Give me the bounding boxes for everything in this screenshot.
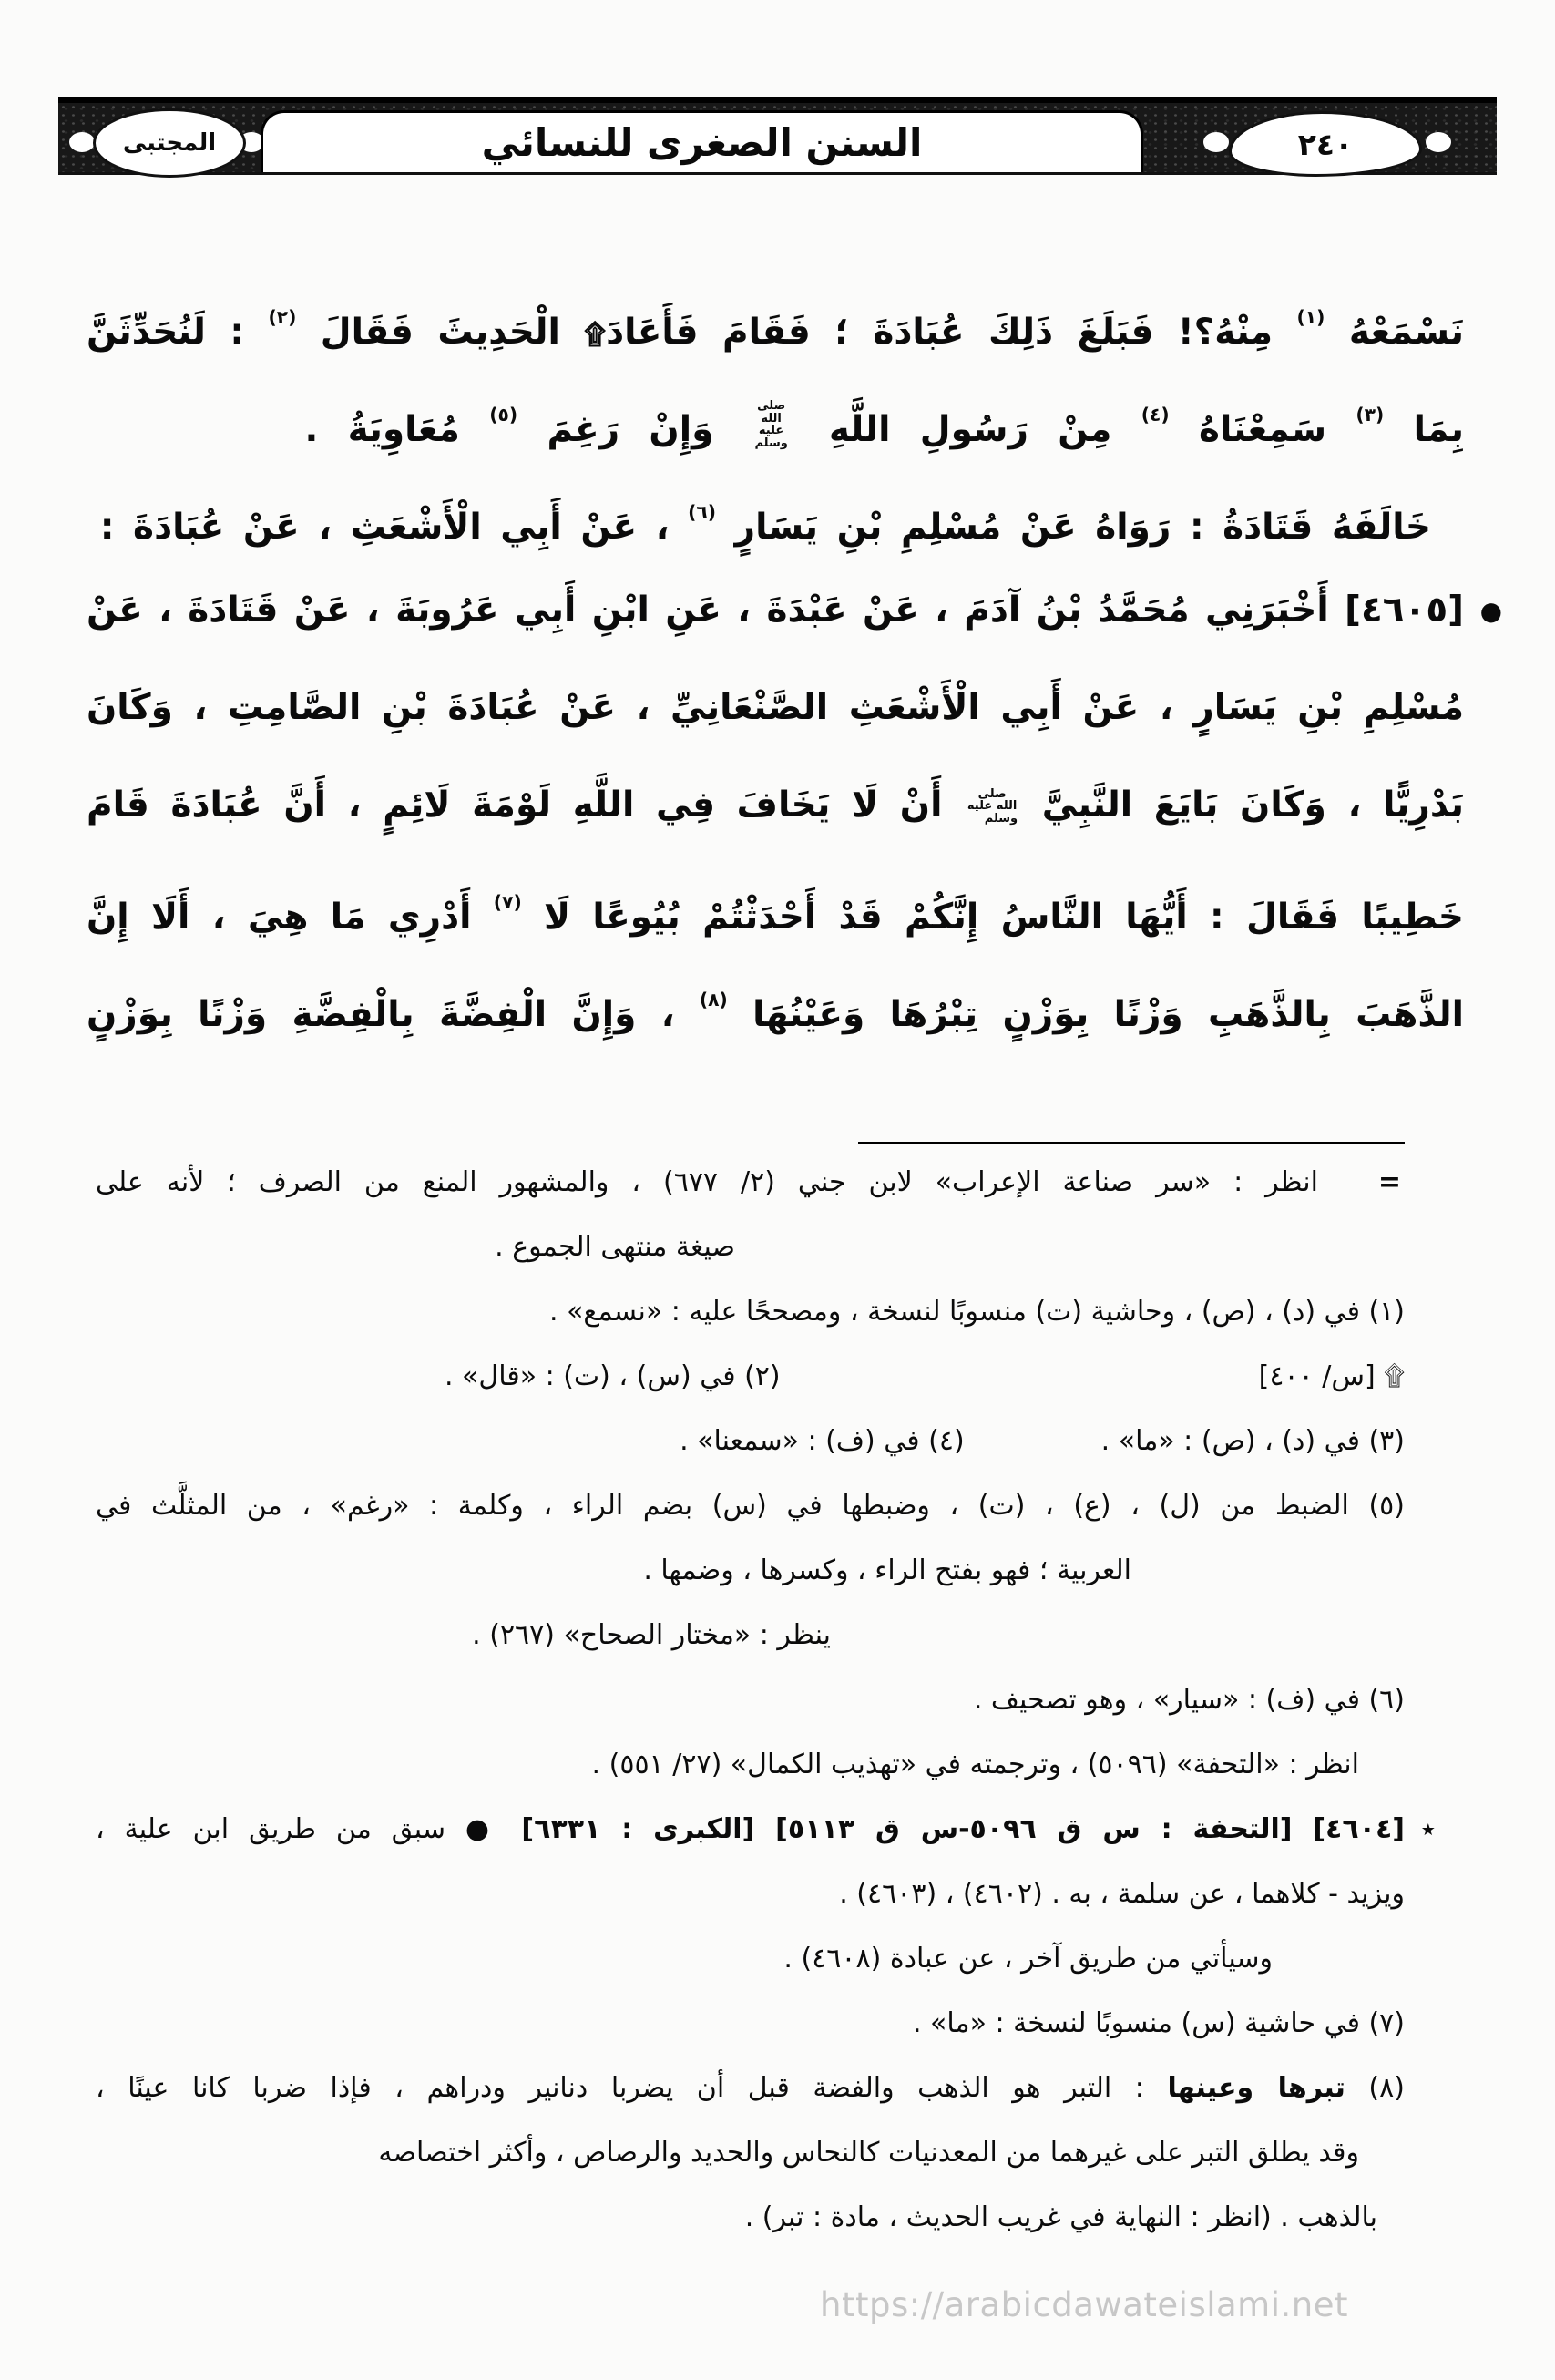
footnote-text: (٤) في (ف) : «سمعنا» . [680, 1425, 965, 1457]
footnote-line [96, 1150, 1405, 1215]
text-run: : لَنُحَدِّثَنَّ [87, 312, 269, 353]
series-medallion-label: المجتبى [122, 129, 217, 157]
ornament-dot [69, 132, 95, 152]
footnote-line: (٥) الضبط من (ل) ، (ع) ، (ت) ، وضبطها في (س) بضم الراء ، وكلمة : «رغم» ، من المثلَّث في [96, 1490, 1405, 1522]
takhrij-star-icon: ٭ [1420, 1813, 1436, 1845]
hadith-bullet: ● [1479, 596, 1502, 626]
footnote-line: العربية ؛ فهو بفتح الراء ، وكسرها ، وضمها . [643, 1554, 1131, 1586]
book-title: السنن الصغرى للنسائي [481, 120, 923, 165]
text-run: ، وَإِنَّ الْفِضَّةَ بِالْفِضَّةِ وَزْنًا بِوَزْنٍ [87, 994, 700, 1035]
footnote-divider [858, 1142, 1405, 1144]
text-line [87, 269, 1464, 366]
bold-run: تبرها وعينها [1167, 2072, 1345, 2104]
takhrij-line [96, 1797, 1436, 1862]
footnote-line: صيغة منتهى الجموع . [495, 1231, 735, 1263]
manuscript-marker-icon: ۩ [584, 318, 607, 351]
footnote-line [96, 2056, 1405, 2120]
text-run: أَدْرِي مَا هِيَ ، أَلَا إِنَّ [87, 897, 494, 938]
text-run: مِنْ رَسُولِ اللَّهِ [799, 409, 1141, 450]
title-cartouche [261, 110, 1143, 172]
text-line [87, 756, 1464, 854]
text-run: مُعَاوِيَةُ . [304, 409, 490, 450]
footnote-ref: (٧) [493, 891, 522, 913]
text-run: نَسْمَعْهُ [1325, 312, 1464, 353]
footnote-line: (٧) في حاشية (س) منسوبًا لنسخة : «ما» . [912, 2007, 1405, 2039]
manuscript-page-marker: ۩ [س/ ٤٠٠] [1258, 1360, 1405, 1392]
ornament-dot [1426, 132, 1451, 152]
text-run: (٨) [1345, 2072, 1405, 2104]
text-run: مُسْلِمِ بْنِ يَسَارٍ ، عَنْ أَبِي الْأَشْعَثِ الصَّنْعَانِيِّ ، عَنْ عُبَادَةَ بْنِ الصَّامِتِ ، وَكَانَ [87, 687, 1464, 728]
main-text [87, 269, 1502, 1049]
footnote-line: ينظر : «مختار الصحاح» (٢٦٧) . [472, 1619, 831, 1651]
text-run: ● سبق من طريق ابن علية ، [96, 1813, 501, 1845]
salutation-seal: صلى الله عليه وسلم [967, 786, 1018, 826]
text-run: الْحَدِيثَ فَقَالَ [296, 312, 585, 353]
text-line [87, 561, 1502, 659]
page-number-badge [1229, 111, 1422, 177]
text-line [87, 366, 1464, 464]
footnote-ref: (٦) [688, 501, 717, 523]
text-run: بَدْرِيًّا ، وَكَانَ بَايَعَ النَّبِيَّ [1020, 785, 1464, 826]
footnote-line: وقد يطلق التبر على غيرهما من المعدنيات كالنحاس والحديد والرصاص ، وأكثر اختصاصه [378, 2137, 1359, 2169]
text-run: مِنْهُ؟! فَبَلَغَ ذَلِكَ عُبَادَةَ ؛ فَقَامَ فَأَعَادَ [606, 312, 1297, 353]
footnotes [96, 1150, 1436, 2250]
footnote-text: (٣) في (د) ، (ص) : «ما» . [1100, 1425, 1405, 1457]
footnote-ref: (٢) [268, 306, 297, 328]
footnote-ref: (١) [1296, 306, 1325, 328]
text-run: بِمَا [1384, 409, 1464, 450]
footnote-line: (١) في (د) ، (ص) ، وحاشية (ت) منسوبًا لنسخة ، ومصححًا عليه : «نسمع» . [549, 1296, 1405, 1328]
takhrij-line: ويزيد - كلاهما ، عن سلمة ، به . (٤٦٠٢) ، (٤٦٠٣) . [839, 1878, 1405, 1910]
series-medallion [93, 108, 246, 178]
text-run: أَنْ لَا يَخَافَ فِي اللَّهِ لَوْمَةَ لَائِمٍ ، أَنَّ عُبَادَةَ قَامَ [87, 785, 965, 826]
footnote-ref: (٥) [489, 404, 518, 426]
continuation-marker: = [1377, 1166, 1401, 1198]
footnote-line [96, 1409, 1405, 1473]
text-run: ، عَنْ أَبِي الْأَشْعَثِ ، عَنْ عُبَادَةَ : [99, 507, 689, 548]
bold-run: [٤٦٠٤] [التحفة : س ق ٥٠٩٦-س ق ٥١١٣] [الكبرى : ٦٣٣١] [500, 1813, 1406, 1845]
text-run: خَالَفَهُ قَتَادَةُ : رَوَاهُ عَنْ مُسْلِمِ بْنِ يَسَارٍ [716, 507, 1431, 548]
page-number: ٢٤٠ [1297, 126, 1354, 162]
takhrij-line: وسيأتي من طريق آخر ، عن عبادة (٤٦٠٨) . [783, 1943, 1273, 1975]
text-run: سَمِعْنَاهُ [1169, 409, 1356, 450]
footnote-text: (٢) في (س) ، (ت) : «قال» . [444, 1360, 781, 1392]
text-line [87, 659, 1464, 756]
text-line [87, 951, 1464, 1049]
text-run: خَطِيبًا فَقَالَ : أَيُّهَا النَّاسُ إِنَّكُمْ قَدْ أَحْدَثْتُمْ بُيُوعًا لَا [521, 897, 1464, 938]
salutation-seal: صلى الله عليه وسلم [754, 399, 788, 450]
text-line [87, 854, 1464, 951]
footnote-line: (٦) في (ف) : «سيار» ، وهو تصحيف . [973, 1684, 1405, 1716]
ornament-dot [1203, 132, 1229, 152]
text-line [87, 464, 1464, 561]
footnote-ref: (٣) [1356, 404, 1385, 426]
text-run: : التبر هو الذهب والفضة قبل أن يضربا دنانير ودراهم ، فإذا ضربا كانا عينًا ، [96, 2072, 1168, 2104]
footnote-ref: (٤) [1141, 404, 1170, 426]
text-run: الذَّهَبَ بِالذَّهَبِ وَزْنًا بِوَزْنٍ تِبْرُهَا وَعَيْنُهَا [727, 994, 1464, 1035]
footnote-line [96, 1344, 1405, 1409]
footnote-text: انظر : «سر صناعة الإعراب» لابن جني (٢/ ٦٧٧) ، والمشهور المنع من الصرف ؛ لأنه على [96, 1166, 1318, 1198]
text-run: [٤٦٠٥] أَخْبَرَنِي مُحَمَّدُ بْنُ آدَمَ ، عَنْ عَبْدَةَ ، عَنِ ابْنِ أَبِي عَرُوبَةَ ، عَنْ قَتَادَةَ ، عَنْ [87, 590, 1464, 631]
footnote-line: بالذهب . (انظر : النهاية في غريب الحديث ، مادة : تبر) . [744, 2201, 1377, 2233]
text-run: وَإِنْ رَغِمَ [517, 409, 743, 450]
footnote-ref: (٨) [699, 989, 728, 1010]
footnote-line: انظر : «التحفة» (٥٠٩٦) ، وترجمته في «تهذيب الكمال» (٢٧/ ٥٥١) . [591, 1749, 1359, 1780]
watermark: https://arabicdawateislami.net [820, 2285, 1348, 2324]
page-header [58, 97, 1497, 175]
